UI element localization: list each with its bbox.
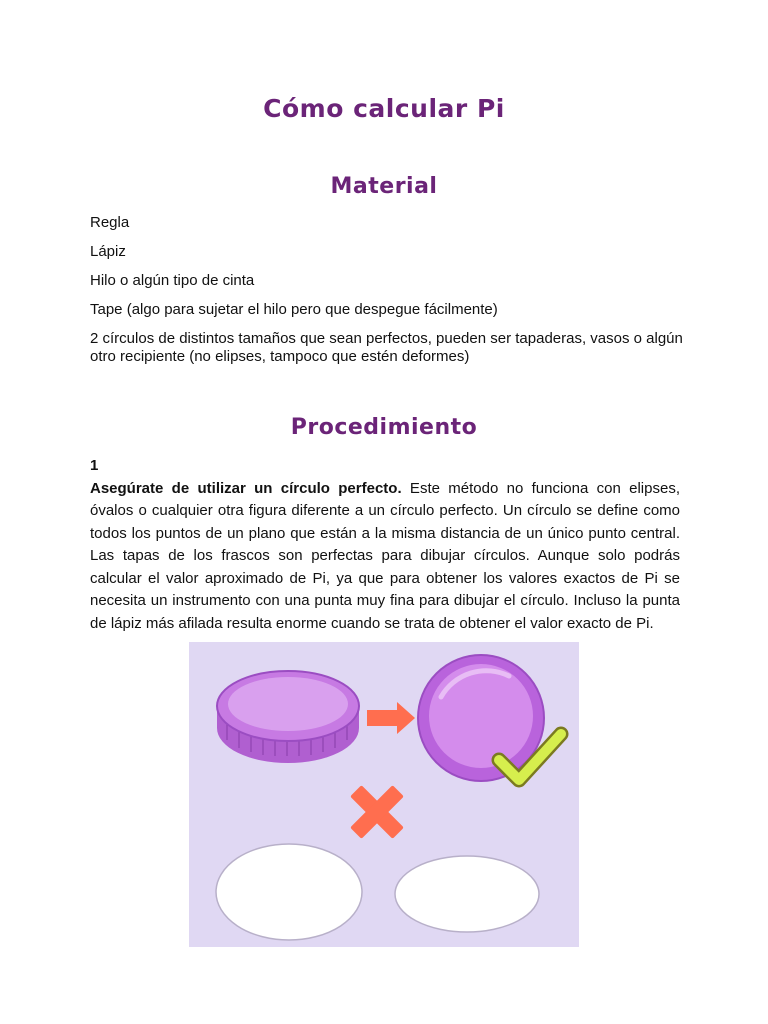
circle-top-view-icon xyxy=(418,655,544,781)
procedure-heading: Procedimiento xyxy=(290,415,478,440)
list-item: Tape (algo para sujetar el hilo pero que despegue fácilmente) xyxy=(90,301,498,318)
list-item: Lápiz xyxy=(90,243,126,260)
step-body: Este método no funciona con elipses, óvalos o cualquier otra figura diferente a un círculo perfecto. Un círculo se define como todos los puntos de un plano que están a la misma distancia de un único punto central. Las tapas de los frascos son perfectas para dibujar círculos. Aunque solo podrás calcular el valor aproximado de Pi, ya que para obtener los valores exactos de Pi se necesita un instrumento con una punta muy fina para dibujar el círculo. Incluso la punta de lápiz más afilada resulta enorme cuando se trata de obtener el valor exacto de Pi. xyxy=(90,479,680,632)
list-item: Hilo o algún tipo de cinta xyxy=(90,272,255,289)
step-illustration xyxy=(189,642,579,947)
material-heading: Material xyxy=(330,174,438,199)
lid-side-view-icon xyxy=(217,671,359,763)
step-1 xyxy=(90,455,680,635)
materials-list xyxy=(90,214,690,377)
list-item: Regla xyxy=(90,214,130,231)
step-number: 1 xyxy=(90,457,99,474)
step-paragraph xyxy=(90,478,680,636)
step-bold-lead: Asegúrate de utilizar un círculo perfecto. xyxy=(90,479,402,497)
list-item: 2 círculos de distintos tamaños que sean perfectos, pueden ser tapaderas, vasos o algún otro recipiente (no elipses, tampoco que estén deformes) xyxy=(90,330,683,365)
page-title: Cómo calcular Pi xyxy=(263,94,505,123)
